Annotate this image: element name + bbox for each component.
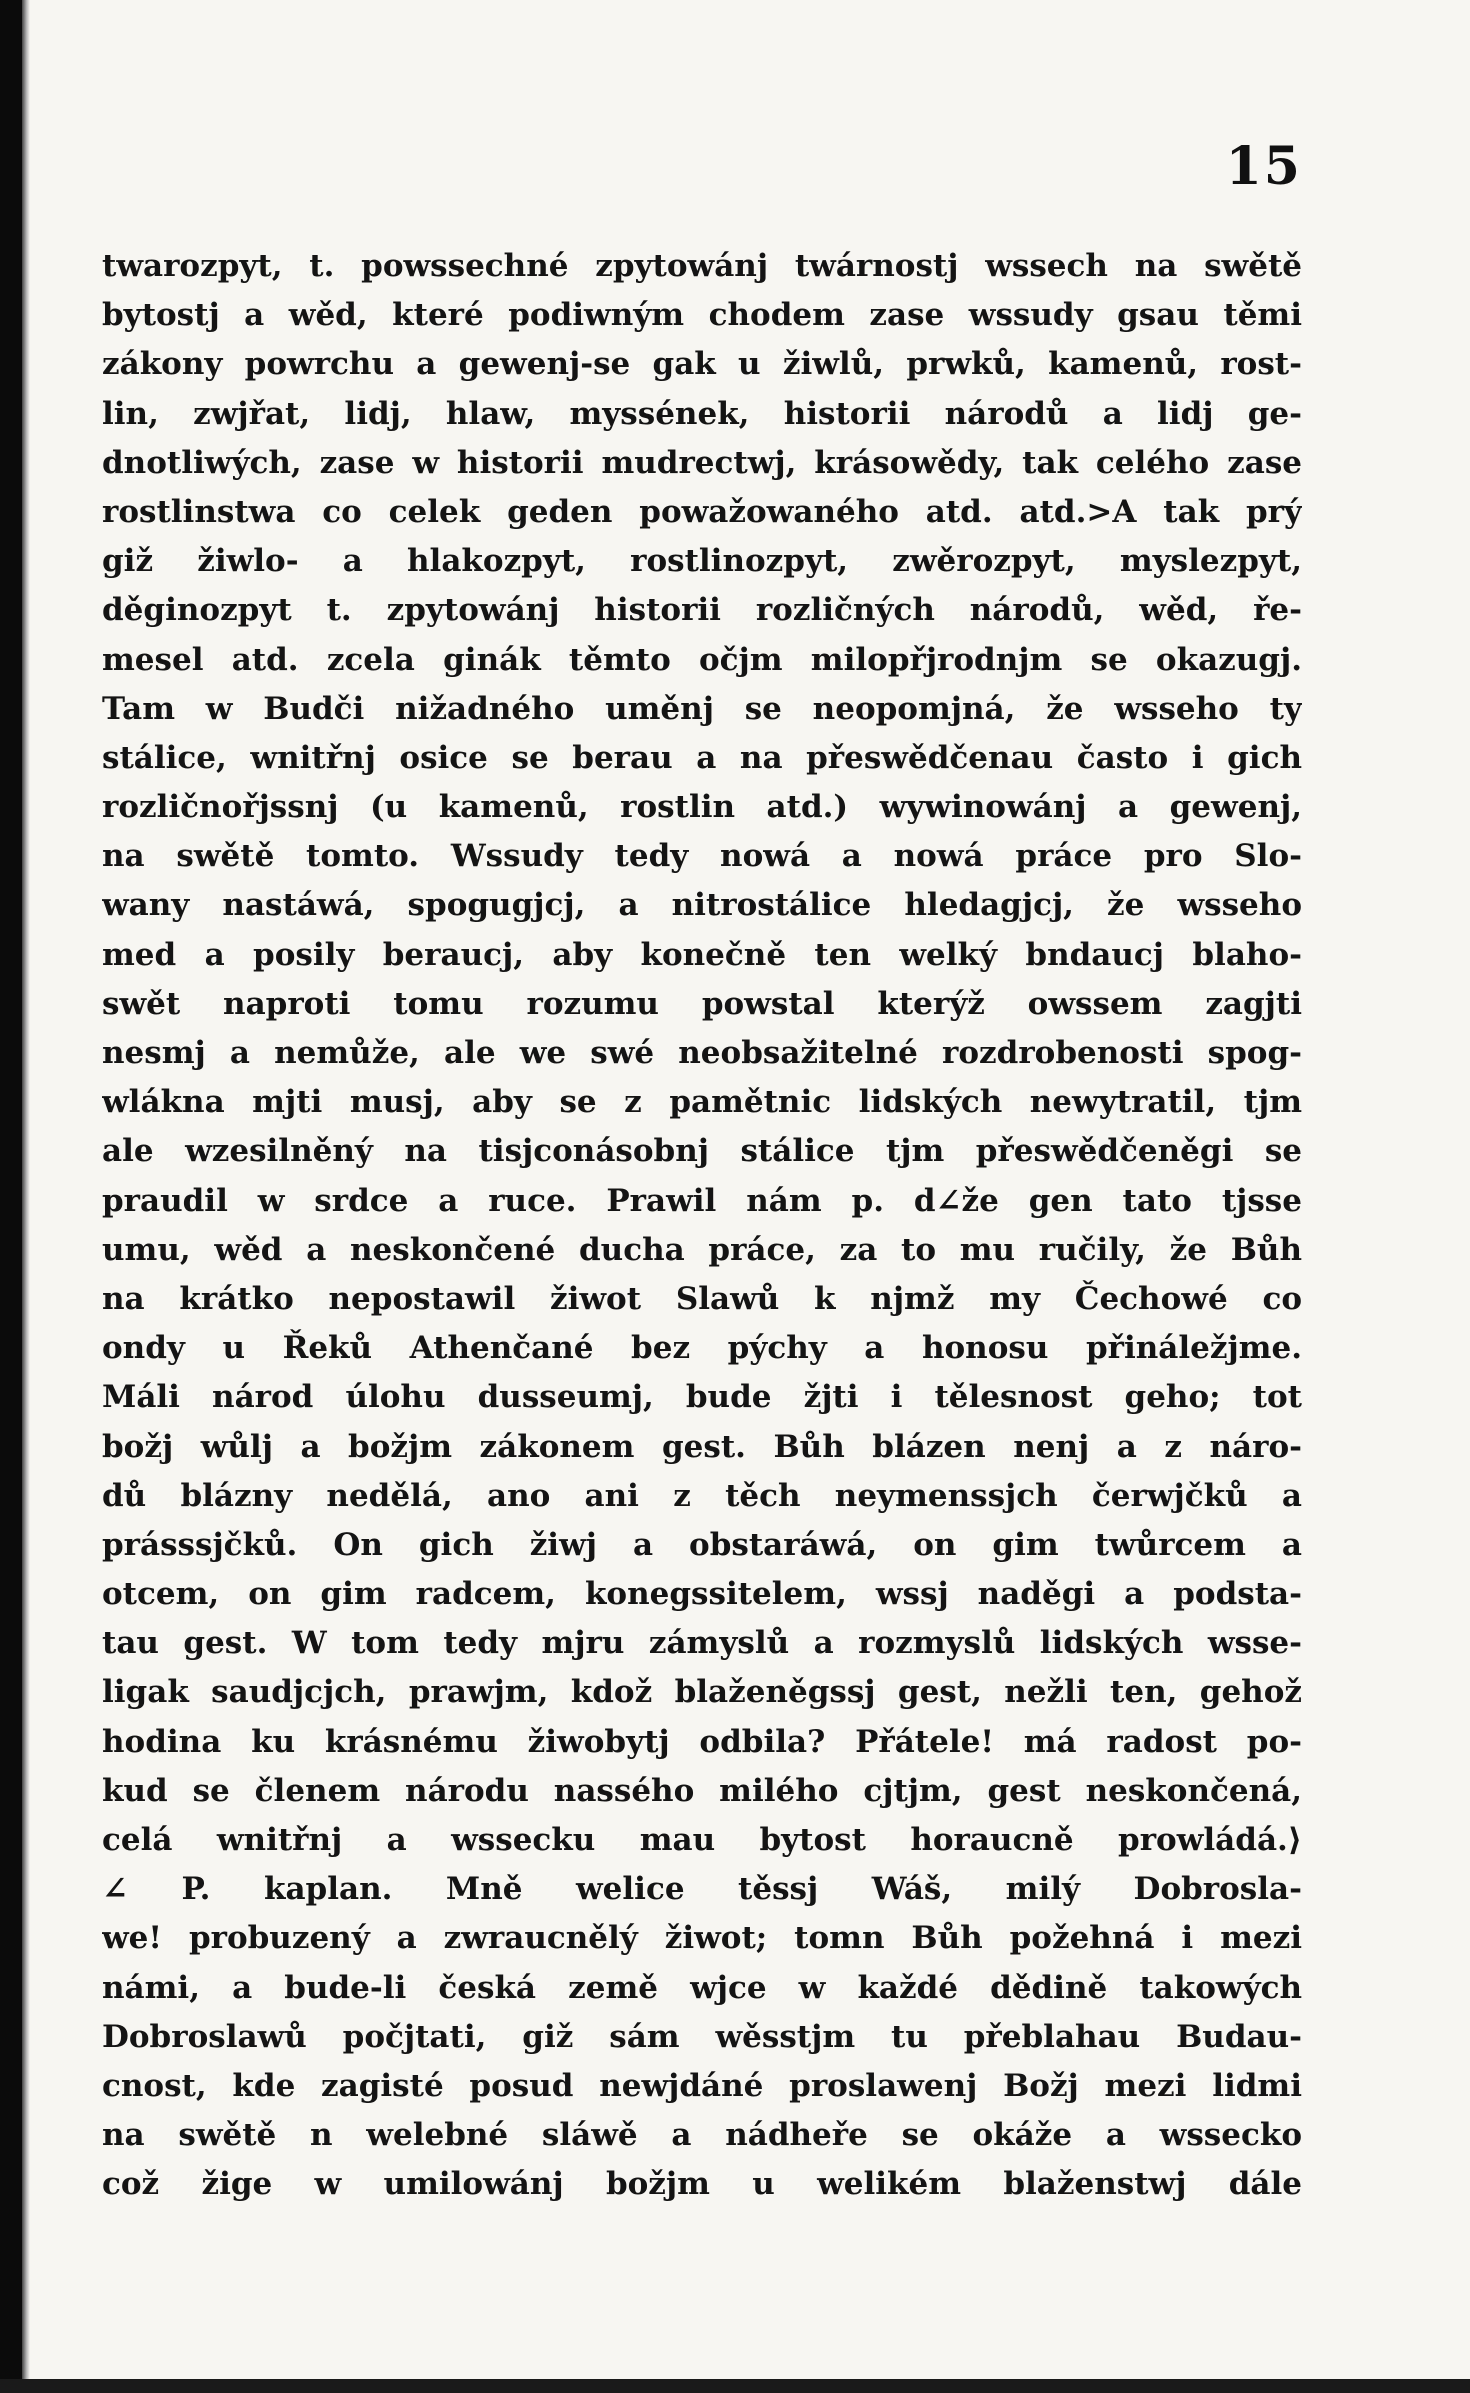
text-line: rostlinstwa co celek geden powažowaného atd. atd.>A tak prý	[102, 493, 1302, 530]
scan-left-edge	[0, 0, 22, 2393]
text-line: Máli národ úlohu dusseumj, bude žjti i tělesnost geho; tot	[102, 1379, 1302, 1416]
text-line: což žige w umilowánj božjm u welikém blaženstwj dále	[102, 2166, 1302, 2203]
text-line: otcem, on gim radcem, konegssitelem, wssj naděgi a podsta-	[102, 1576, 1302, 1613]
text-line: božj wůlj a božjm zákonem gest. Bůh blázen nenj a z náro-	[102, 1428, 1302, 1465]
text-line: námi, a bude-li česká země wjce w každé dědině takowých	[102, 1969, 1302, 2006]
text-line: ligak saudjcjch, prawjm, kdož blaženěgssj gest, nežli ten, gehož	[102, 1674, 1302, 1711]
text-line: giž žiwlo- a hlakozpyt, rostlinozpyt, zwěrozpyt, myslezpyt,	[102, 543, 1302, 580]
text-line: swět naproti tomu rozumu powstal kterýž owssem zagjti	[102, 985, 1302, 1022]
body-text	[102, 242, 1302, 2210]
text-line: dů blázny nedělá, ano ani z těch neymenssjch čerwjčků a	[102, 1477, 1302, 1514]
text-line: Dobroslawů počjtati, giž sám wěsstjm tu přeblahau Budau-	[102, 2018, 1302, 2055]
text-line: dnotliwých, zase w historii mudrectwj, krásowědy, tak celého zase	[102, 444, 1302, 481]
page-number: 15	[1225, 136, 1302, 197]
text-line: twarozpyt, t. powssechné zpytowánj twárnostj wssech na swětě	[102, 248, 1302, 284]
text-line: na krátko nepostawil žiwot Slawů k njmž my Čechowé co	[102, 1280, 1302, 1317]
text-line: lin, zwjřat, lidj, hlaw, myssének, historii národů a lidj ge-	[102, 395, 1302, 432]
text-line: ∠ P. kaplan. Mně welice těssj Wáš, milý Dobrosla-	[102, 1871, 1302, 1908]
scan-bottom-edge	[0, 2379, 1470, 2393]
text-line: bytostj a wěd, které podiwným chodem zase wssudy gsau těmi	[102, 297, 1302, 334]
text-line: děginozpyt t. zpytowánj historii rozličných národů, wěd, ře-	[102, 592, 1302, 629]
text-line: zákony powrchu a gewenj-se gak u žiwlů, prwků, kamenů, rost-	[102, 346, 1302, 383]
text-line: mesel atd. zcela ginák těmto očjm milopřjrodnjm se okazugj.	[102, 641, 1302, 678]
text-line: wany nastáwá, spogugjcj, a nitrostálice hledagjcj, že wsseho	[102, 887, 1302, 924]
text-line: na swětě tomto. Wssudy tedy nowá a nowá práce pro Slo-	[102, 838, 1302, 875]
text-line: wlákna mjti musj, aby se z pamětnic lidských newytratil, tjm	[102, 1084, 1302, 1121]
text-line: ale wzesilněný na tisjconásobnj stálice tjm přeswědčeněgi se	[102, 1133, 1302, 1170]
text-line: umu, wěd a neskončené ducha práce, za to mu ručily, že Bůh	[102, 1231, 1302, 1268]
text-line: Tam w Budči nižadného uměnj se neopomjná, že wsseho ty	[102, 690, 1302, 727]
text-line: we! probuzený a zwraucnělý žiwot; tomn Bůh požehná i mezi	[102, 1920, 1302, 1957]
text-line: praudil w srdce a ruce. Prawil nám p. d∠že gen tato tjsse	[102, 1182, 1302, 1219]
text-line: med a posily beraucj, aby konečně ten welký bndaucj blaho-	[102, 936, 1302, 973]
text-line: na swětě n welebné sláwě a nádheře se okáže a wssecko	[102, 2117, 1302, 2154]
text-line: celá wnitřnj a wssecku mau bytost horaucně prowládá.⟩	[102, 1822, 1302, 1858]
text-line: rozličnořjssnj (u kamenů, rostlin atd.) wywinowánj a gewenj,	[102, 789, 1302, 826]
text-line: hodina ku krásnému žiwobytj odbila? Přátele! má radost po-	[102, 1723, 1302, 1760]
text-line: cnost, kde zagisté posud newjdáné proslawenj Božj mezi lidmi	[102, 2067, 1302, 2104]
text-line: stálice, wnitřnj osice se berau a na přeswědčenau často i gich	[102, 739, 1302, 776]
text-line: nesmj a nemůže, ale we swé neobsažitelné rozdrobenosti spog-	[102, 1035, 1302, 1071]
text-line: tau gest. W tom tedy mjru zámyslů a rozmyslů lidských wsse-	[102, 1625, 1302, 1662]
text-line: ondy u Řeků Athenčané bez pýchy a honosu přináležjme.	[102, 1330, 1302, 1367]
text-line: prásssjčků. On gich žiwj a obstaráwá, on gim twůrcem a	[102, 1526, 1302, 1563]
text-line: kud se členem národu nassého milého cjtjm, gest neskončená,	[102, 1772, 1302, 1809]
